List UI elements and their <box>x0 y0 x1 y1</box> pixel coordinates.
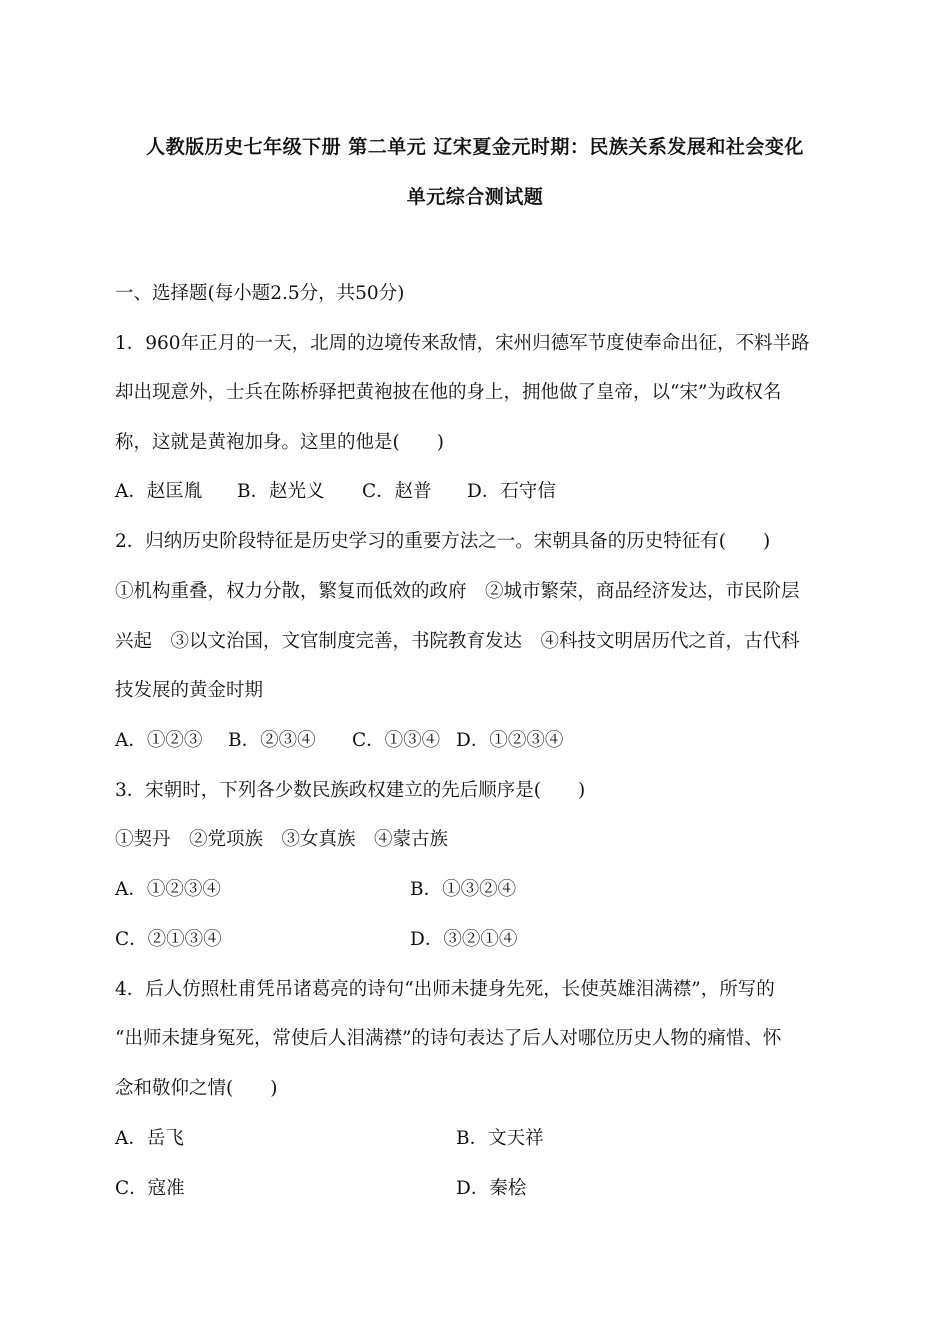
question-2-option-c: C．①③④ <box>352 730 441 751</box>
question-1-line-2: 却出现意外，士兵在陈桥驿把黄袍披在他的身上，拥他做了皇帝，以“宋”为政权名 <box>115 382 782 403</box>
question-1-option-a: A．赵匡胤 <box>115 481 203 502</box>
question-2-option-d: D．①②③④ <box>456 730 564 751</box>
question-2-option-a: A．①②③ <box>115 730 203 751</box>
question-2-line-1: 2．归纳历史阶段特征是历史学习的重要方法之一。宋朝具备的历史特征有( ) <box>115 531 771 552</box>
question-1-line-1: 1．960年正月的一天，北周的边境传来敌情，宋州归德军节度使奉命出征，不料半路 <box>115 333 810 354</box>
question-3-line-2: ①契丹 ②党项族 ③女真族 ④蒙古族 <box>115 829 449 850</box>
question-3-option-b: B．①③②④ <box>410 879 517 900</box>
question-3-option-c: C．②①③④ <box>115 929 222 950</box>
section-heading: 一、选择题(每小题2.5分，共50分) <box>115 283 405 304</box>
question-2-line-2: ①机构重叠，权力分散，繁复而低效的政府 ②城市繁荣，商品经济发达，市民阶层 <box>115 581 800 602</box>
question-4-line-2: “出师未捷身冤死，常使后人泪满襟”的诗句表达了后人对哪位历史人物的痛惜、怀 <box>115 1028 782 1049</box>
question-1-line-3: 称，这就是黄袍加身。这里的他是( ) <box>115 432 444 453</box>
document-subtitle: 单元综合测试题 <box>406 186 544 208</box>
question-1-option-d: D．石守信 <box>467 481 556 502</box>
question-4-line-1: 4．后人仿照杜甫凭吊诸葛亮的诗句“出师未捷身先死，长使英雄泪满襟”，所写的 <box>115 979 775 1000</box>
question-1-option-c: C．赵普 <box>362 481 432 502</box>
question-3-line-1: 3．宋朝时，下列各少数民族政权建立的先后顺序是( ) <box>115 780 586 801</box>
question-4-option-b: B．文天祥 <box>456 1128 544 1149</box>
question-2-option-b: B．②③④ <box>228 730 316 751</box>
question-2-line-3: 兴起 ③以文治国，文官制度完善，书院教育发达 ④科技文明居历代之首，古代科 <box>115 631 800 652</box>
question-4-option-d: D．秦桧 <box>456 1178 527 1199</box>
question-4-option-c: C．寇准 <box>115 1178 185 1199</box>
question-4-option-a: A．岳飞 <box>115 1128 184 1149</box>
question-2-line-4: 技发展的黄金时期 <box>115 680 264 701</box>
question-3-option-a: A．①②③④ <box>115 879 221 900</box>
document-title: 人教版历史七年级下册 第二单元 辽宋夏金元时期：民族关系发展和社会变化 <box>146 136 804 158</box>
question-4-line-3: 念和敬仰之情( ) <box>115 1078 278 1099</box>
question-3-option-d: D．③②①④ <box>410 929 518 950</box>
question-1-option-b: B．赵光义 <box>237 481 325 502</box>
